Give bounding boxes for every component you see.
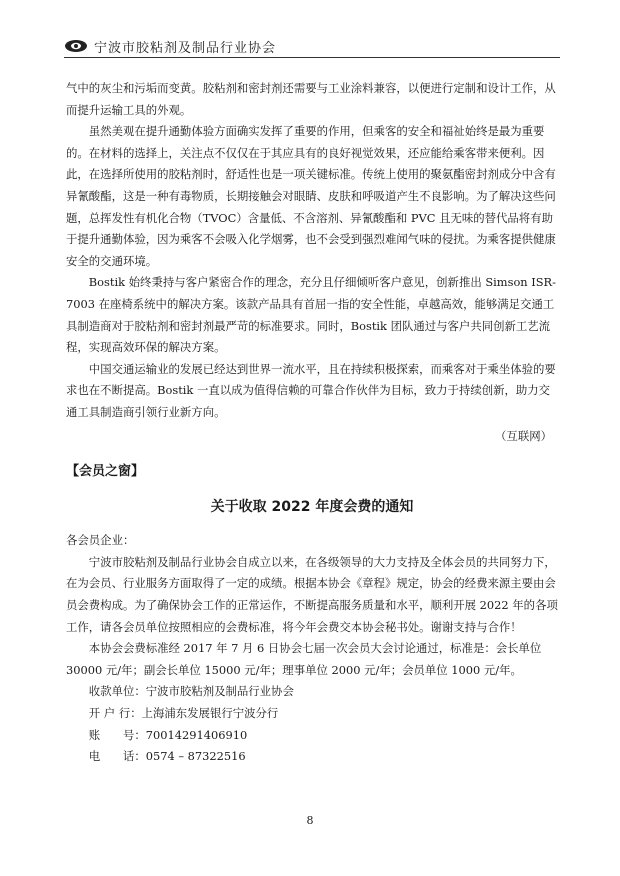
page-content	[66, 78, 558, 768]
page-header	[64, 36, 564, 58]
header-rule	[64, 57, 560, 58]
notice-account: 账 号：70014291406910	[88, 727, 248, 742]
notice-bank: 开 户 行：上海浦东发展银行宁波分行	[88, 706, 279, 721]
notice-paragraph-2: 本协会会费标准经 2017 年 7 月 6 日协会七届一次会员大会讨论通过，标准是：会长单位 30000 元/年；副会长单位 15000 元/年；理事单位 2000 元/年；会员单位 1000 元/年。	[66, 641, 542, 677]
notice-title: 关于收取 2022 年度会费的通知	[210, 498, 414, 515]
association-logo-icon	[64, 39, 88, 53]
page-number: 8	[306, 814, 314, 827]
header-title: 宁波市胶粘剂及制品行业协会	[94, 41, 277, 56]
notice-paragraph-1: 宁波市胶粘剂及制品行业协会自成立以来，在各级领导的大力支持及全体会员的共同努力下，在为会员、行业服务方面取得了一定的成绩。根据本协会《章程》规定，协会的经费来源主要由会员会费构成。为了确保协会工作的正常运作，不断提高服务质量和水平，顺利开展 2022 年的各项工作，请各会员单位按照相应的会费标准，将今年会费交本协会秘书处。谢谢支持与合作！	[66, 554, 558, 634]
article-paragraph-1: 气中的灰尘和污垢而变黄。胶粘剂和密封剂还需要与工业涂料兼容，以便进行定制和设计工作，从而提升运输工具的外观。	[66, 81, 556, 117]
section-title: 【会员之窗】	[66, 464, 145, 480]
article-paragraph-2: 虽然美观在提升通勤体验方面确实发挥了重要的作用，但乘客的安全和福祉始终是最为重要的。在材料的选择上，关注点不仅仅在于其应具有的良好视觉效果，还应能给乘客带来便利。因此，在选择所使用的胶粘剂时，舒适性也是一项关键标准。传统上使用的聚氨酯密封剂成分中含有异氰酸酯，这是一种有毒物质，长期接触会对眼睛、皮肤和呼吸道产生不良影响。为了解决这些问题，总挥发性有机化合物（TVOC）含量低、不含溶剂、异氰酸酯和 PVC 且无味的替代品将有助于提升通勤体验，因为乘客不会吸入化学烟雾，也不会受到强烈难闻气味的侵扰。为乘客提供健康安全的交通环境。	[66, 124, 556, 268]
notice-salutation: 各会员企业：	[66, 533, 135, 548]
article-paragraph-4: 中国交通运输业的发展已经达到世界一流水平，且在持续积极探索，而乘客对于乘坐体验的要求也在不断提高。Bostik 一直以成为值得信赖的可靠合作伙伴为目标，致力于持续创新，助力交通工具制造商引领行业新方向。	[66, 361, 556, 419]
article-paragraph-3: Bostik 始终秉持与客户紧密合作的理念，充分且仔细倾听客户意见，创新推出 Simson ISR-7003 在座椅系统中的解决方案。该款产品具有首屈一指的安全性能，卓越高效，能够满足交通工具制造商对于胶粘剂和密封剂最严苛的标准要求。同时，Bostik 团队通过与客户共同创新工艺流程，实现高效环保的解决方案。	[66, 275, 556, 355]
notice-phone: 电 话：0574 – 87322516	[88, 749, 246, 764]
notice-payee: 收款单位：宁波市胶粘剂及制品行业协会	[88, 684, 294, 699]
article-source: （互联网）	[495, 428, 552, 443]
